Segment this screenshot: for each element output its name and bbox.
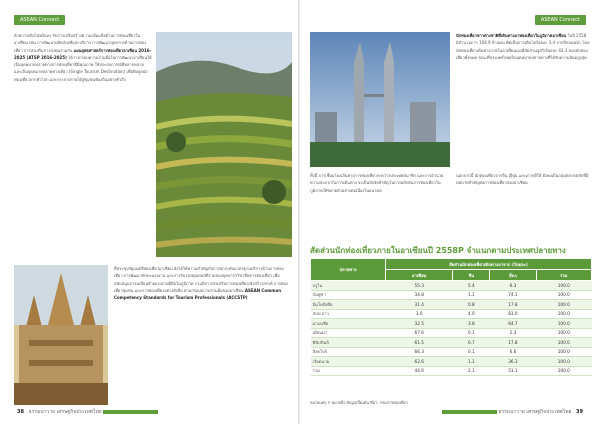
table-row — [311, 309, 592, 319]
row-country: เวียดนาม — [311, 357, 386, 367]
row-value: 0.1 — [453, 347, 490, 357]
col-country-header: ปลายทาง — [311, 259, 386, 281]
row-value: 100.0 — [536, 281, 592, 291]
temple-image — [14, 265, 108, 405]
temple-photo — [14, 265, 108, 405]
highlight-text: ASEAN Common Competency Standards for Tourism Professionals (ACCSTP) — [114, 287, 282, 301]
row-value: 100.0 — [536, 300, 592, 310]
row-value: 4.0 — [453, 309, 490, 319]
page-number: 38 — [17, 409, 24, 415]
right-text-column-1 — [456, 32, 590, 172]
table-row — [311, 366, 592, 376]
footer-bar — [442, 410, 497, 414]
row-value: 0.1 — [453, 328, 490, 338]
table-row — [311, 347, 592, 357]
row-value: 55.3 — [386, 281, 453, 291]
skyline-photo — [310, 32, 450, 167]
row-value: 3.0 — [386, 309, 453, 319]
row-country: รวม — [311, 366, 386, 376]
row-value: 31.4 — [386, 300, 453, 310]
row-value: 66.3 — [386, 347, 453, 357]
sub-header: จีน — [453, 270, 490, 281]
left-text-column-1 — [14, 32, 152, 262]
row-value: 1.1 — [453, 290, 490, 300]
section-tag: ASEAN Connect — [535, 15, 586, 25]
left-footer — [14, 408, 158, 416]
row-value: 32.5 — [386, 319, 453, 329]
row-value: 34.8 — [386, 290, 453, 300]
row-value: 61.5 — [386, 338, 453, 348]
petronas-towers-image — [310, 32, 450, 167]
row-value: 100.0 — [536, 347, 592, 357]
footer-bar — [103, 410, 158, 414]
row-value: 36.3 — [490, 357, 536, 367]
row-country: สิงคโปร์ — [311, 347, 386, 357]
paragraph: ในปี 2558 มีจำนวนกว่า 108.9 ล้านคน คิดเป็นการเติบโตร้อยละ 3.4 จากปีก่อนหน้า โดยนักท่องเที่ยวเดินทางภายในอาเซียนเองมีสัดส่วนสูงถึงร้อยละ 42.3 ของนักท่องเที่ยวทั้งหมด ขณะที่ประเทศไทยเป็นจุดหมายปลายทางที่ได้รับความนิยมสูงสุด — [456, 33, 590, 60]
row-value: 1.1 — [453, 357, 490, 367]
table-title: สัดส่วนนักท่องเที่ยวภายในอาเซียนปี 2558P จำแนกตามประเทศปลายทาง — [310, 246, 566, 255]
row-value: 100.0 — [536, 338, 592, 348]
row-value: 44.6 — [386, 366, 453, 376]
highlight-text: นักท่องเที่ยวชาวต่างชาติที่เดินทางมาท่องเที่ยวในภูมิภาคอาเซียน — [456, 33, 567, 38]
row-country: อินโดนีเซีย — [311, 300, 386, 310]
row-value: 100.0 — [536, 357, 592, 367]
row-value: 6.3 — [490, 281, 536, 291]
row-country: สปป.ลาว — [311, 309, 386, 319]
row-value: 100.0 — [536, 328, 592, 338]
row-value: 100.0 — [536, 319, 592, 329]
sub-header: อาเซียน — [386, 270, 453, 281]
row-country: กัมพูชา — [311, 290, 386, 300]
right-text-column-3 — [456, 172, 590, 238]
table-row — [311, 319, 592, 329]
row-country: เมียนมา — [311, 328, 386, 338]
row-value: 100.0 — [536, 366, 592, 376]
table-note: หมายเหตุ: P หมายถึง ข้อมูลเบื้องต้น ที่มา: กรมการท่องเที่ยว — [310, 400, 408, 405]
paragraph: นอกจากนี้ นักท่องเที่ยวจากจีน ญี่ปุ่น และเกาหลีใต้ ยังคงเป็นกลุ่มตลาดหลักที่มีบทบาทสำคัญต่อการท่องเที่ยวของอาเซียน — [456, 173, 589, 186]
table-row — [311, 357, 592, 367]
row-value: 3.8 — [453, 319, 490, 329]
row-value: 64.7 — [490, 319, 536, 329]
paragraph: ด้วยการเดินไปพร้อมๆ กับการเสริมสร้างความเข้มแข็งด้านการท่องเที่ยวในอาเซียน เช่น การพัฒนาผลิตภัณฑ์และบริการ การพัฒนาบุคลากรด้านการท่องเที่ยว การส่งเสริมการลงทุนร่วมกัน — [14, 33, 147, 53]
section-tag: ASEAN Connect — [14, 15, 65, 25]
row-value: 62.6 — [386, 357, 453, 367]
row-value: 0.8 — [453, 300, 490, 310]
row-value: 6.6 — [490, 347, 536, 357]
tourism-share-table — [310, 258, 592, 376]
sub-header: รวม — [536, 270, 592, 281]
row-value: 0.7 — [453, 338, 490, 348]
row-country: มาเลเซีย — [311, 319, 386, 329]
terrace-photo — [156, 32, 292, 257]
table-row — [311, 281, 592, 291]
col-group-header: สัดส่วนนักท่องเที่ยวเดินทางมาจาก (ร้อยละ) — [386, 259, 592, 270]
paragraph: ได้วางกรอบความร่วมมือในการพัฒนาอาเซียนให้เป็นจุดหมายปลายทางการท่องเที่ยวที่มีคุณภาพ ให้ประสบการณ์ที่หลากหลาย และเป็นจุดหมายปลายทางเดียว (Single Tourism Destination) เพื่อดึงดูดนักท่องเที่ยวจากทั่วโลก และกระจายรายได้สู่ชุมชนท้องถิ่นอย่างทั่วถึง — [14, 54, 152, 82]
sub-header: อื่นๆ — [490, 270, 536, 281]
row-value: 83.0 — [490, 309, 536, 319]
table-row — [311, 290, 592, 300]
row-value: 67.6 — [386, 328, 453, 338]
row-value: 100.0 — [536, 290, 592, 300]
right-text-column-2 — [310, 172, 450, 238]
row-value: 53.1 — [490, 366, 536, 376]
rice-terrace-image — [156, 32, 292, 257]
left-text-column-2 — [114, 265, 292, 405]
paragraph: ที่ประชุมรัฐมนตรีท่องเที่ยวอาเซียน ยังได้ให้ความสำคัญกับการยกระดับมาตรฐานบริการด้านการท่องเที่ยว การพัฒนาทักษะแรงงาน และการรับรองคุณสมบัติร่วมของบุคลากรวิชาชีพการท่องเที่ยว เพื่อสนับสนุนการเคลื่อนย้ายแรงงานฝีมือในภูมิภาค รวมถึงการส่งเสริมการท่องเที่ยวเชิงสร้างสรรค์ การท่องเที่ยวชุมชน และการท่องเที่ยวอย่างยั่งยืน ตามกรอบความร่วมมือของอาเซียน — [114, 266, 288, 293]
table-row — [311, 300, 592, 310]
paragraph: ทั้งนี้ การเชื่อมโยงเส้นทางการท่องเที่ยวระหว่างประเทศสมาชิก และการอำนวยความสะดวกในการเดินทาง จะเป็นปัจจัยสำคัญในการผลักดันการท่องเที่ยวในภูมิภาคให้ขยายตัวอย่างต่อเนื่องในอนาคต — [310, 173, 444, 193]
footer-text: ธรรมนาวาย เศรษฐกิจประเทศไทย — [498, 409, 572, 415]
row-value: 5.4 — [453, 281, 490, 291]
row-value: 74.1 — [490, 290, 536, 300]
row-value: 17.8 — [490, 300, 536, 310]
highlight-text: แผนยุทธศาสตร์การท่องเที่ยวอาเซียน 2016-2025 (ATSP 2016-2025) — [14, 47, 152, 60]
page-number: 39 — [576, 409, 583, 415]
row-value: 100.0 — [536, 309, 592, 319]
table-row — [311, 328, 592, 338]
table-row — [311, 338, 592, 348]
row-value: 2.3 — [490, 328, 536, 338]
right-page — [300, 0, 600, 424]
row-country: บรูไน — [311, 281, 386, 291]
footer-text: ธรรมนาวาย เศรษฐกิจประเทศไทย — [28, 409, 102, 415]
row-value: 2.1 — [453, 366, 490, 376]
row-value: 17.8 — [490, 338, 536, 348]
row-country: ฟิลิปปินส์ — [311, 338, 386, 348]
right-footer — [442, 408, 586, 416]
